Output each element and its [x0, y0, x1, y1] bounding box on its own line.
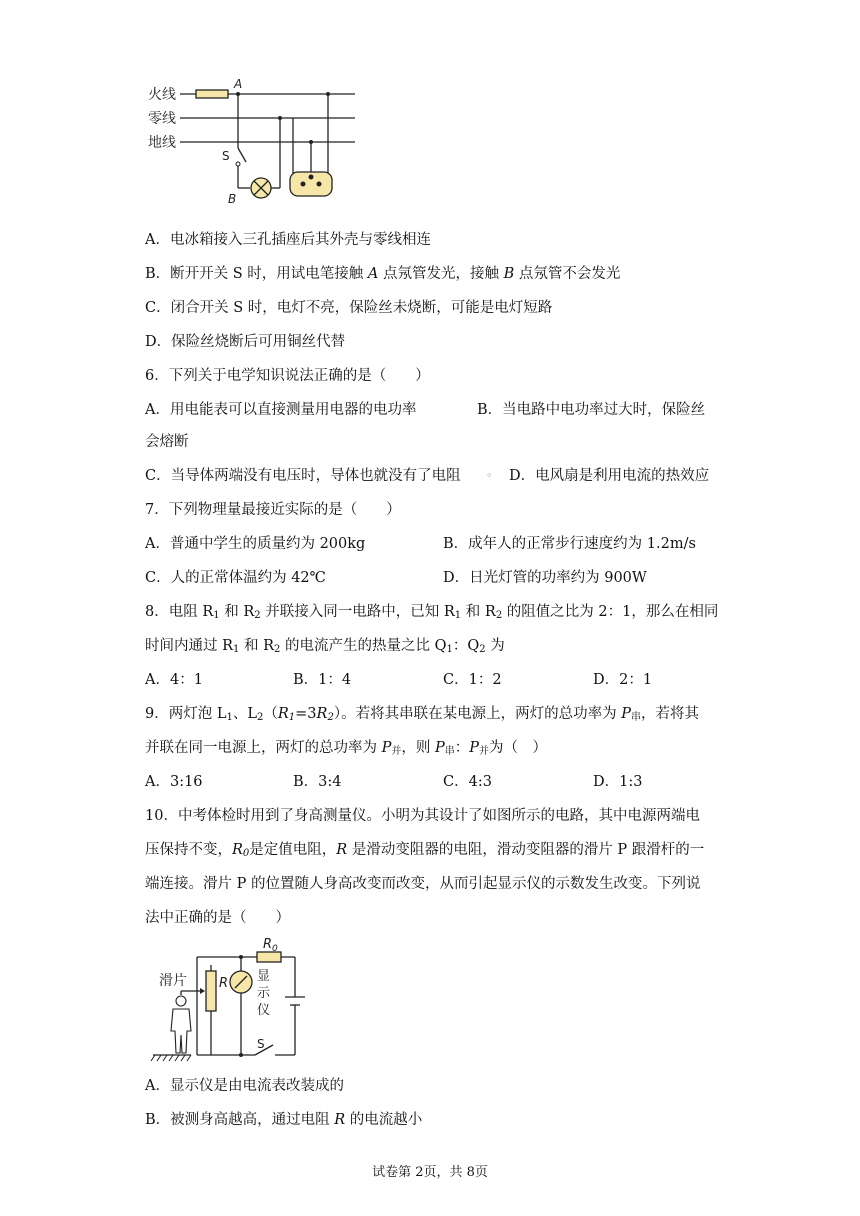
- q7-option-d: D．日光灯管的功率约为 900W: [443, 570, 647, 586]
- q9-stem-line1: 9．两灯泡 $L_1$、$L_2(R_1=3R_2)$。若将其串联在某电源上，两灯的总功率为 $P_串$，若将其: [145, 706, 699, 723]
- q7-option-b: B．成年人的正常步行速度约为 1.2m/s: [443, 536, 696, 552]
- point-a-label: A: [234, 77, 243, 91]
- household-circuit-diagram: [140, 76, 370, 211]
- slider-label: 滑片: [159, 973, 187, 989]
- height-meter-circuit-diagram: [145, 935, 315, 1065]
- q9-stem-line2: 并联在同一电源上，两灯的总功率为 $P_并$，则 $P_串$：$P_并$为（ ）: [145, 740, 548, 757]
- q6-option-a: A．用电能表可以直接测量用电器的电功率: [145, 402, 417, 418]
- q8-option-b: B．1：4: [293, 672, 352, 688]
- q6-option-b-cont: 会熔断: [145, 434, 189, 450]
- q6-option-b: B．当电路中电功率过大时，保险丝: [477, 402, 706, 418]
- q10-stem-line4: 法中正确的是（ ）: [145, 910, 290, 926]
- q5-option-a: A．电冰箱接入三孔插座后其外壳与零线相连: [145, 232, 431, 248]
- q10-option-a: A．显示仪是由电流表改装成的: [145, 1078, 344, 1094]
- q6-dot: ◦: [486, 469, 493, 482]
- q6-stem: 6．下列关于电学知识说法正确的是（ ）: [145, 368, 430, 384]
- q9-option-b: B．3:4: [293, 774, 342, 790]
- q7-stem: 7．下列物理量最接近实际的是（ ）: [145, 502, 401, 518]
- q10-stem-line1: 10．中考体检时用到了身高测量仪。小明为其设计了如图所示的电路，其中电源两端电: [145, 808, 700, 824]
- r0-label: $R_0$: [263, 937, 278, 954]
- q5-option-c: C．闭合开关 S 时，电灯不亮，保险丝未烧断，可能是电灯短路: [145, 300, 553, 316]
- display-label-3: 仪: [257, 1003, 271, 1018]
- q6-option-d: D．电风扇是利用电流的热效应: [509, 468, 710, 484]
- neutral-label: 零线: [148, 111, 176, 127]
- ground-label: 地线: [148, 135, 176, 151]
- person-icon: [171, 996, 191, 1053]
- slide-rheostat: [206, 971, 216, 1011]
- q9-option-c: C．4:3: [443, 774, 492, 790]
- q9-option-d: D．1:3: [593, 774, 643, 790]
- q8-option-a: A．4：1: [145, 672, 203, 688]
- fuse: [196, 90, 228, 98]
- q9-option-a: A．3:16: [145, 774, 203, 790]
- q8-option-d: D．2：1: [593, 672, 653, 688]
- display-label-2: 示: [257, 986, 271, 1001]
- r-label: R: [219, 976, 229, 991]
- page-footer: 试卷第 2页，共 8页: [372, 1165, 488, 1180]
- q10-stem-line3: 端连接。滑片 P 的位置随人身高改变而改变，从而引起显示仪的示数发生改变。下列说: [145, 876, 701, 892]
- q8-option-c: C．1：2: [443, 672, 502, 688]
- display-label-1: 显: [257, 969, 271, 984]
- q5-option-d: D．保险丝烧断后可用铜丝代替: [145, 334, 346, 350]
- q7-option-a: A．普通中学生的质量约为 200kg: [145, 536, 366, 552]
- live-label: 火线: [148, 87, 176, 103]
- q8-stem-line2: 时间内通过 $R_1$ 和 $R_2$ 的电流产生的热量之比 $Q_1$：$Q_2$ 为: [145, 638, 505, 655]
- q6-option-c: C．当导体两端没有电压时，导体也就没有了电阻: [145, 468, 461, 484]
- switch-s-label: S: [257, 1037, 265, 1051]
- q10-option-b: B．被测身高越高，通过电阻 R 的电流越小: [145, 1112, 423, 1128]
- point-b-label: B: [228, 192, 237, 206]
- q7-option-c: C．人的正常体温约为 42℃: [145, 570, 326, 586]
- q5-option-b: B．断开开关 S 时，用试电笔接触 A 点氖管发光，接触 B 点氖管不会发光: [145, 266, 621, 282]
- q10-stem-line2: 压保持不变，$R_0$是定值电阻，R 是滑动变阻器的电阻，滑动变阻器的滑片 P 跟滑杆的一: [145, 842, 705, 859]
- switch-label: S: [222, 149, 230, 163]
- q8-stem-line1: 8．电阻 $R_1$ 和 $R_2$ 并联接入同一电路中，已知 $R_1$ 和 $R_2$ 的阻值之比为 2：1，那么在相同: [145, 604, 719, 621]
